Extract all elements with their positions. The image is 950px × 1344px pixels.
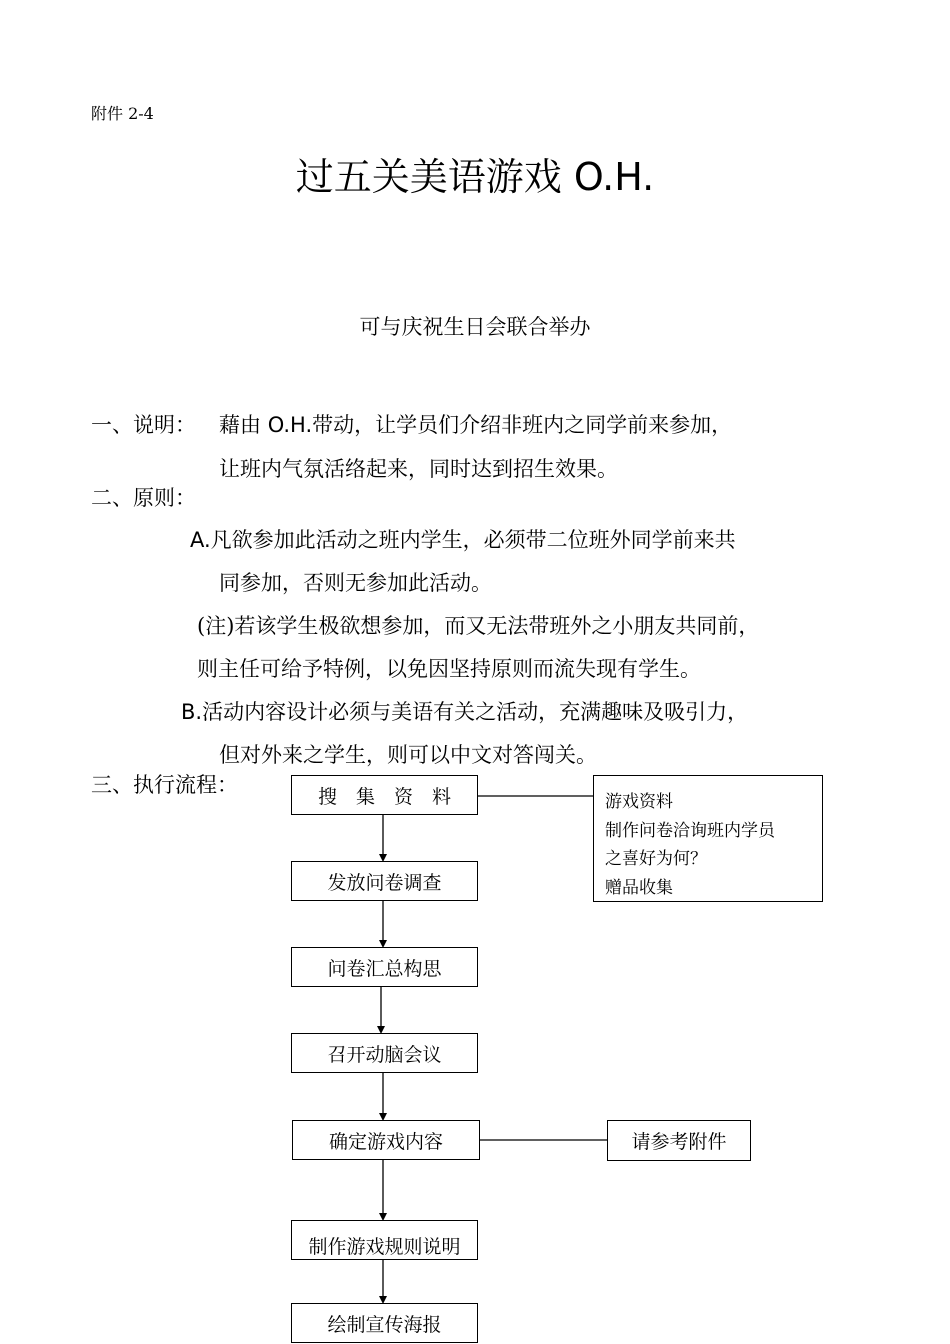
flow-step-summarize-survey: 问卷汇总构思: [291, 947, 478, 987]
section2-note-line1: (注)若该学生极欲想参加，而又无法带班外之小朋友共同前，: [197, 614, 760, 638]
flow-step-game-rules: 制作游戏规则说明: [291, 1220, 478, 1260]
side-note-materials: 游戏资料 制作问卷洽询班内学员 之喜好为何？ 赠品收集: [593, 775, 823, 902]
section1-line1: 藉由 O.H.带动，让学员们介绍非班内之同学前来参加，: [219, 413, 733, 437]
document-title: 过五关美语游戏 O.H.: [295, 155, 655, 199]
section1-heading: 一、说明：: [91, 413, 196, 437]
section2-a-line2: 同参加，否则无参加此活动。: [219, 571, 492, 595]
attachment-label: 附件 2-4: [91, 104, 154, 123]
section2-b-line2: 但对外来之学生，则可以中文对答闯关。: [219, 743, 597, 767]
section1-line2: 让班内气氛活络起来，同时达到招生效果。: [219, 457, 618, 481]
section2-b-line1: B.活动内容设计必须与美语有关之活动，充满趣味及吸引力，: [181, 700, 749, 724]
section2-heading: 二、原则：: [91, 486, 196, 510]
flow-step-distribute-survey: 发放问卷调查: [291, 861, 478, 901]
section2-a-line1: A.凡欲参加此活动之班内学生，必须带二位班外同学前来共: [190, 528, 736, 552]
section2-note-line2: 则主任可给予特例，以免因坚持原则而流失现有学生。: [197, 657, 701, 681]
flow-step-collect-materials: 搜 集 资 料: [291, 775, 478, 815]
flow-step-confirm-game-content: 确定游戏内容: [292, 1120, 480, 1160]
flow-step-brainstorm-meeting: 召开动脑会议: [291, 1033, 478, 1073]
side-note-see-attachment: 请参考附件: [607, 1120, 751, 1161]
document-subtitle: 可与庆祝生日会联合举办: [359, 315, 591, 339]
flow-step-draw-poster: 绘制宣传海报: [291, 1303, 478, 1343]
section3-heading: 三、执行流程：: [91, 773, 238, 797]
